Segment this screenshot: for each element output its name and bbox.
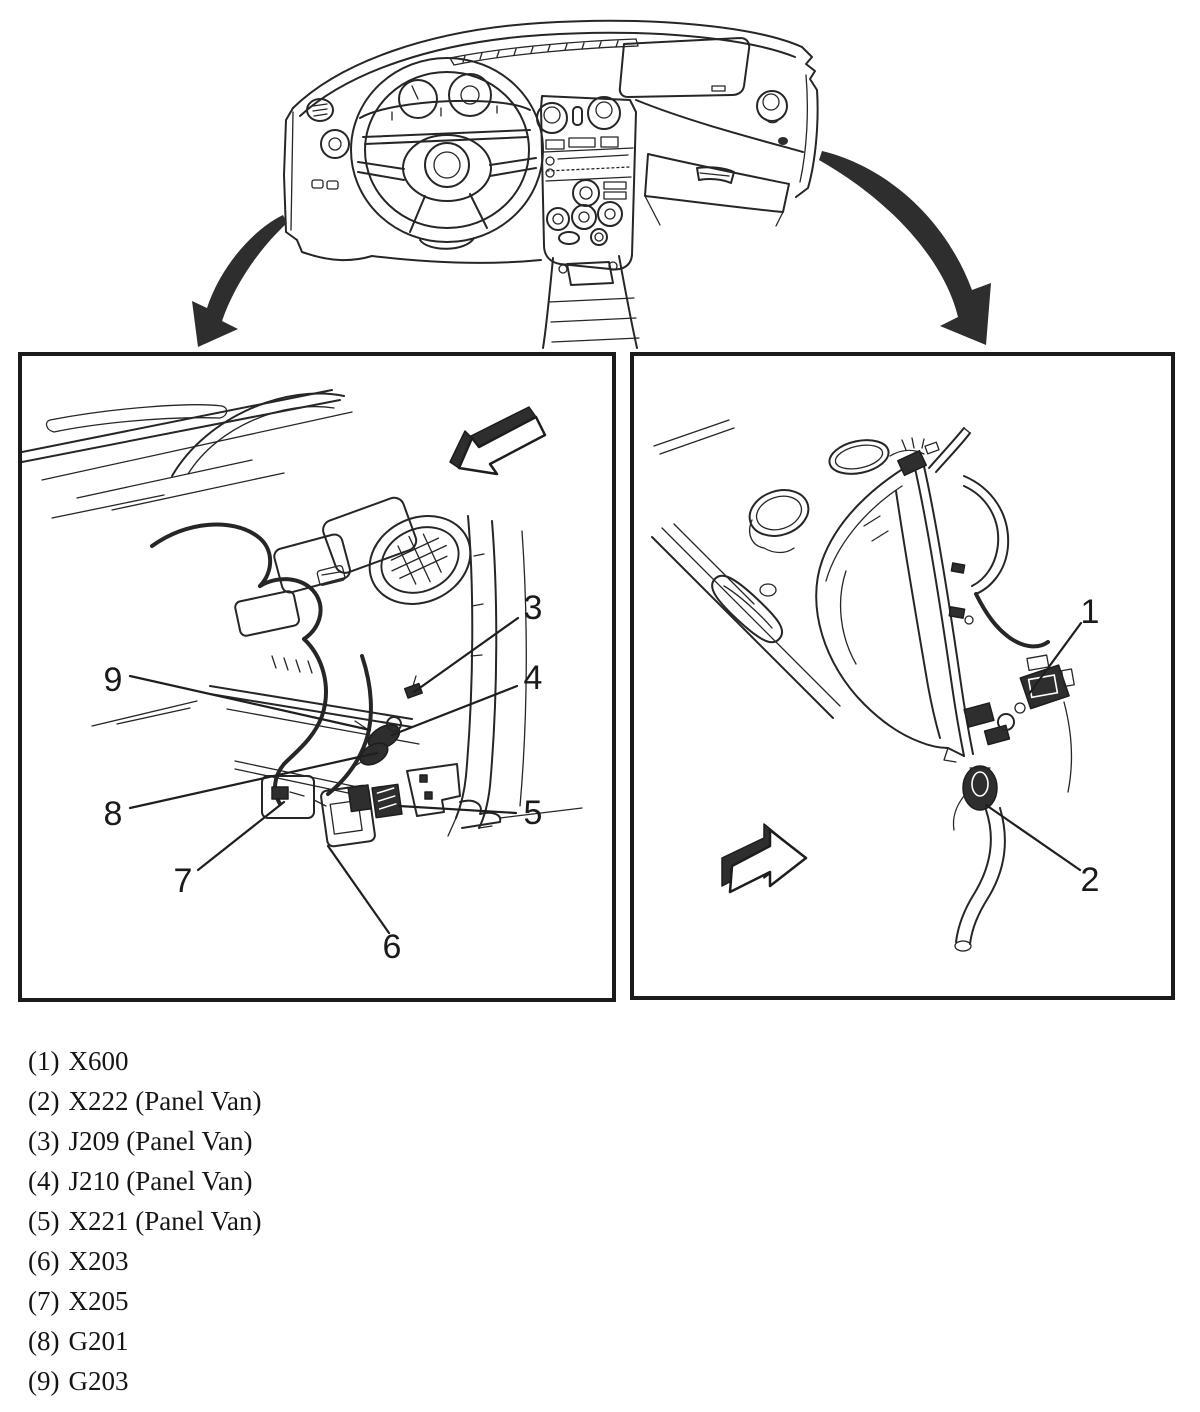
- callout-4: 4: [523, 659, 543, 697]
- legend-label: X600: [68, 1046, 129, 1076]
- legend-key: (9): [28, 1366, 60, 1396]
- legend-item-3: [28, 1121, 261, 1161]
- left-flow-arrow-icon: [192, 215, 287, 347]
- dashboard-overview-illustration: [150, 0, 1010, 352]
- legend-key: (5): [28, 1206, 60, 1236]
- cowl-and-dash-top: [22, 390, 352, 518]
- view-direction-arrow-icon: [722, 824, 806, 892]
- callout-9: 9: [103, 661, 123, 699]
- right-detail-box: [630, 352, 1175, 1000]
- callout-6: 6: [382, 928, 402, 966]
- callout-2: 2: [1080, 861, 1100, 899]
- legend-label: J209 (Panel Van): [68, 1126, 253, 1156]
- legend-item-9: [28, 1361, 261, 1401]
- legend-item-6: [28, 1241, 261, 1281]
- left-detail-illustration: [22, 356, 612, 998]
- legend-item-1: [28, 1041, 261, 1081]
- harness-connectors: [953, 594, 1077, 951]
- hvac-module: [152, 495, 485, 804]
- callout-1: 1: [1080, 593, 1100, 631]
- passenger-side: [620, 38, 818, 226]
- legend-item-2: [28, 1081, 261, 1121]
- legend-key: (4): [28, 1166, 60, 1196]
- center-console: [543, 256, 639, 348]
- callout-8: 8: [103, 795, 123, 833]
- callout-3: 3: [523, 589, 543, 627]
- legend-key: (3): [28, 1126, 60, 1156]
- legend-key: (6): [28, 1246, 60, 1276]
- legend-item-8: [28, 1321, 261, 1361]
- legend-key: (8): [28, 1326, 60, 1356]
- instrument-cluster: [360, 74, 530, 144]
- legend-label: X205: [68, 1286, 129, 1316]
- legend-key: (7): [28, 1286, 60, 1316]
- legend-label: X221 (Panel Van): [68, 1206, 262, 1236]
- right-flow-arrow-icon: [819, 151, 991, 345]
- legend-label: J210 (Panel Van): [68, 1166, 253, 1196]
- legend-label: G203: [68, 1366, 129, 1396]
- steering-wheel: [351, 58, 543, 249]
- legend-item-5: [28, 1201, 261, 1241]
- legend-key: (1): [28, 1046, 60, 1076]
- legend-item-7: [28, 1281, 261, 1321]
- callout-5: 5: [523, 794, 543, 832]
- leader-lines: [986, 623, 1081, 870]
- quarter-panel-body: [652, 420, 892, 718]
- legend: [28, 1041, 261, 1401]
- legend-key: (2): [28, 1086, 60, 1116]
- right-detail-illustration: [634, 356, 1171, 996]
- legend-label: G201: [68, 1326, 129, 1356]
- legend-label: X222 (Panel Van): [68, 1086, 262, 1116]
- legend-item-4: [28, 1161, 261, 1201]
- center-stack: [537, 96, 636, 269]
- callout-7: 7: [173, 862, 193, 900]
- view-direction-arrow-icon: [450, 407, 545, 474]
- legend-label: X203: [68, 1246, 129, 1276]
- left-detail-box: [18, 352, 616, 1002]
